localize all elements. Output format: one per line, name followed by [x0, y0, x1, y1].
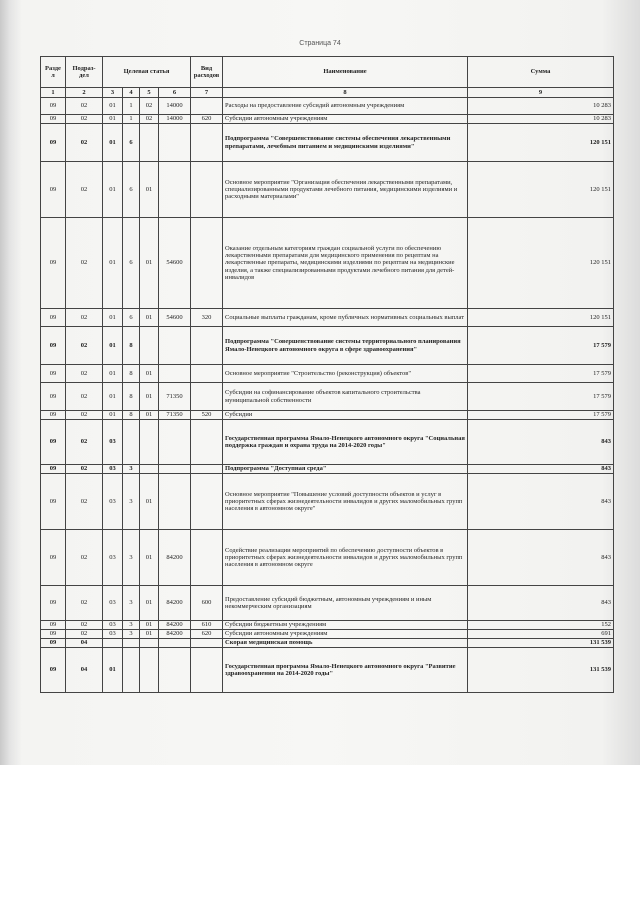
razdel-cell: 09 [41, 630, 66, 639]
event-cell: 01 [140, 586, 159, 621]
program-cell: 03 [103, 420, 123, 465]
table-row [41, 648, 614, 693]
program-cell: 01 [103, 98, 123, 115]
expense-type-cell: 620 [191, 630, 223, 639]
podrazdel-cell: 02 [66, 124, 103, 162]
razdel-cell: 09 [41, 365, 66, 383]
direction-cell: 84200 [159, 630, 191, 639]
subprogram-cell: 3 [123, 465, 140, 474]
subprogram-cell: 3 [123, 621, 140, 630]
table-row [41, 411, 614, 420]
sum-cell: 17 579 [468, 383, 614, 411]
expense-type-cell: 520 [191, 411, 223, 420]
table-row [41, 465, 614, 474]
direction-cell: 71350 [159, 411, 191, 420]
table-row [41, 218, 614, 309]
direction-cell [159, 327, 191, 365]
name-cell: Субсидии автономным учреждениям [223, 115, 468, 124]
event-cell: 01 [140, 530, 159, 586]
table-body [41, 98, 614, 693]
name-cell: Основное мероприятие "Организация обеспечения лекарственными препаратами, специализированными продуктами лечебного питания, медицинскими изделиями и расходными материалами" [223, 162, 468, 218]
razdel-cell: 09 [41, 648, 66, 693]
subprogram-cell: 8 [123, 365, 140, 383]
expense-type-cell [191, 218, 223, 309]
sum-cell: 131 539 [468, 648, 614, 693]
header-razdel: Разде л [41, 57, 66, 88]
page-number: Страница 74 [299, 40, 341, 47]
podrazdel-cell: 02 [66, 411, 103, 420]
expense-type-cell: 620 [191, 115, 223, 124]
program-cell: 01 [103, 365, 123, 383]
header-podrazdel: Подраз- дел [66, 57, 103, 88]
expense-type-cell [191, 639, 223, 648]
podrazdel-cell: 02 [66, 630, 103, 639]
event-cell [140, 327, 159, 365]
name-cell: Социальные выплаты гражданам, кроме публичных нормативных социальных выплат [223, 309, 468, 327]
table-row [41, 630, 614, 639]
table-row [41, 115, 614, 124]
budget-table [40, 56, 614, 693]
expense-type-cell [191, 474, 223, 530]
program-cell: 01 [103, 383, 123, 411]
razdel-cell: 09 [41, 474, 66, 530]
direction-cell: 84200 [159, 530, 191, 586]
name-cell: Подпрограмма "Доступная среда" [223, 465, 468, 474]
program-cell: 03 [103, 465, 123, 474]
name-cell: Государственная программа Ямало-Ненецкого автономного округа "Социальная поддержка граждан и охрана труда на 2014-2020 годы" [223, 420, 468, 465]
expense-type-cell [191, 530, 223, 586]
name-cell: Скорая медицинская помощь [223, 639, 468, 648]
subprogram-cell: 3 [123, 586, 140, 621]
event-cell: 01 [140, 218, 159, 309]
sum-cell: 17 579 [468, 365, 614, 383]
header-naimenovanie: Наименование [223, 57, 468, 88]
sum-cell: 843 [468, 465, 614, 474]
subprogram-cell: 3 [123, 530, 140, 586]
podrazdel-cell: 04 [66, 639, 103, 648]
col-number: 5 [140, 88, 159, 98]
subprogram-cell: 8 [123, 383, 140, 411]
table-row [41, 420, 614, 465]
table-row [41, 586, 614, 621]
direction-cell: 14000 [159, 115, 191, 124]
podrazdel-cell: 02 [66, 162, 103, 218]
header-vid-rashodov: Вид расходов [191, 57, 223, 88]
col-number: 2 [66, 88, 103, 98]
event-cell: 01 [140, 621, 159, 630]
podrazdel-cell: 02 [66, 98, 103, 115]
direction-cell [159, 420, 191, 465]
razdel-cell: 09 [41, 586, 66, 621]
program-cell: 03 [103, 586, 123, 621]
sum-cell: 843 [468, 474, 614, 530]
event-cell: 02 [140, 98, 159, 115]
direction-cell [159, 474, 191, 530]
col-number: 4 [123, 88, 140, 98]
subprogram-cell: 3 [123, 474, 140, 530]
podrazdel-cell: 02 [66, 474, 103, 530]
podrazdel-cell: 02 [66, 218, 103, 309]
razdel-cell: 09 [41, 218, 66, 309]
sum-cell: 120 151 [468, 162, 614, 218]
table-row [41, 124, 614, 162]
column-number-row [41, 88, 614, 98]
event-cell: 01 [140, 474, 159, 530]
name-cell: Субсидии на софинансирование объектов капитального строительства муниципальной собственности [223, 383, 468, 411]
name-cell: Субсидии бюджетным учреждениям [223, 621, 468, 630]
program-cell [103, 639, 123, 648]
sum-cell: 120 151 [468, 124, 614, 162]
sum-cell: 120 151 [468, 218, 614, 309]
col-number: 6 [159, 88, 191, 98]
event-cell: 01 [140, 309, 159, 327]
program-cell: 03 [103, 530, 123, 586]
name-cell: Содействие реализации мероприятий по обеспечению доступности объектов в приоритетных сферах жизнедеятельности инвалидов и других маломобильных групп населения в автономном округе [223, 530, 468, 586]
direction-cell: 84200 [159, 621, 191, 630]
podrazdel-cell: 02 [66, 327, 103, 365]
subprogram-cell [123, 639, 140, 648]
expense-type-cell [191, 420, 223, 465]
direction-cell [159, 162, 191, 218]
podrazdel-cell: 02 [66, 530, 103, 586]
direction-cell [159, 465, 191, 474]
program-cell: 01 [103, 115, 123, 124]
expense-type-cell [191, 383, 223, 411]
event-cell: 01 [140, 162, 159, 218]
subprogram-cell: 1 [123, 115, 140, 124]
expense-type-cell [191, 648, 223, 693]
sum-cell: 10 283 [468, 98, 614, 115]
expense-type-cell: 600 [191, 586, 223, 621]
direction-cell [159, 365, 191, 383]
col-number: 7 [191, 88, 223, 98]
event-cell [140, 420, 159, 465]
podrazdel-cell: 02 [66, 115, 103, 124]
podrazdel-cell: 02 [66, 621, 103, 630]
header-celevaya-statya: Целевая статья [103, 57, 191, 88]
table-row [41, 98, 614, 115]
subprogram-cell: 8 [123, 327, 140, 365]
razdel-cell: 09 [41, 309, 66, 327]
podrazdel-cell: 02 [66, 586, 103, 621]
direction-cell: 54600 [159, 218, 191, 309]
program-cell: 01 [103, 309, 123, 327]
sum-cell: 120 151 [468, 309, 614, 327]
podrazdel-cell: 02 [66, 383, 103, 411]
name-cell: Основное мероприятие "Строительство (реконструкция) объектов" [223, 365, 468, 383]
subprogram-cell: 6 [123, 124, 140, 162]
podrazdel-cell: 04 [66, 648, 103, 693]
table-row [41, 474, 614, 530]
razdel-cell: 09 [41, 162, 66, 218]
event-cell: 01 [140, 630, 159, 639]
name-cell: Подпрограмма "Совершенствование системы территориального планирования Ямало-Ненецкого автономного округа в сфере здравоохранения" [223, 327, 468, 365]
razdel-cell: 09 [41, 530, 66, 586]
subprogram-cell: 3 [123, 630, 140, 639]
event-cell: 01 [140, 383, 159, 411]
event-cell: 02 [140, 115, 159, 124]
program-cell: 03 [103, 474, 123, 530]
name-cell: Предоставление субсидий бюджетным, автономным учреждениям и иным некоммерческим организациям [223, 586, 468, 621]
sum-cell: 152 [468, 621, 614, 630]
name-cell: Основное мероприятие "Повышение условий доступности объектов и услуг в приоритетных сферах жизнедеятельности инвалидов и других маломобильных групп населения в автономном округе" [223, 474, 468, 530]
col-number: 8 [223, 88, 468, 98]
razdel-cell: 09 [41, 411, 66, 420]
sum-cell: 10 283 [468, 115, 614, 124]
expense-type-cell [191, 327, 223, 365]
razdel-cell: 09 [41, 639, 66, 648]
expense-type-cell [191, 98, 223, 115]
direction-cell: 54600 [159, 309, 191, 327]
table-header-row [41, 57, 614, 88]
podrazdel-cell: 02 [66, 465, 103, 474]
razdel-cell: 09 [41, 420, 66, 465]
program-cell: 03 [103, 630, 123, 639]
event-cell: 01 [140, 411, 159, 420]
program-cell: 03 [103, 621, 123, 630]
expense-type-cell: 320 [191, 309, 223, 327]
sum-cell: 843 [468, 586, 614, 621]
direction-cell: 84200 [159, 586, 191, 621]
program-cell: 01 [103, 411, 123, 420]
direction-cell [159, 124, 191, 162]
expense-type-cell: 610 [191, 621, 223, 630]
table-row [41, 530, 614, 586]
direction-cell [159, 648, 191, 693]
sum-cell: 17 579 [468, 327, 614, 365]
name-cell: Оказание отдельным категориям граждан социальной услуги по обеспечению лекарственными препаратами для медицинского применения по рецептам на лекарственные препараты, медицинскими изделиями по рецептам на медицинские изделия, а также специализированными продуктами лечебного питания для детей-инвалидов [223, 218, 468, 309]
table-row [41, 639, 614, 648]
table-row [41, 383, 614, 411]
direction-cell: 71350 [159, 383, 191, 411]
sum-cell: 131 539 [468, 639, 614, 648]
razdel-cell: 09 [41, 98, 66, 115]
podrazdel-cell: 02 [66, 365, 103, 383]
event-cell: 01 [140, 365, 159, 383]
subprogram-cell: 6 [123, 218, 140, 309]
name-cell: Субсидии [223, 411, 468, 420]
event-cell [140, 639, 159, 648]
event-cell [140, 648, 159, 693]
table-row [41, 162, 614, 218]
table-row [41, 327, 614, 365]
podrazdel-cell: 02 [66, 309, 103, 327]
event-cell [140, 465, 159, 474]
direction-cell: 14000 [159, 98, 191, 115]
col-number: 9 [468, 88, 614, 98]
podrazdel-cell: 02 [66, 420, 103, 465]
razdel-cell: 09 [41, 465, 66, 474]
name-cell: Расходы на предоставление субсидий автономным учреждениям [223, 98, 468, 115]
program-cell: 01 [103, 124, 123, 162]
expense-type-cell [191, 365, 223, 383]
name-cell: Субсидии автономным учреждениям [223, 630, 468, 639]
header-summa: Сумма [468, 57, 614, 88]
program-cell: 01 [103, 162, 123, 218]
event-cell [140, 124, 159, 162]
expense-type-cell [191, 124, 223, 162]
subprogram-cell: 6 [123, 309, 140, 327]
razdel-cell: 09 [41, 115, 66, 124]
expense-type-cell [191, 465, 223, 474]
sum-cell: 691 [468, 630, 614, 639]
table-row [41, 365, 614, 383]
sum-cell: 843 [468, 420, 614, 465]
razdel-cell: 09 [41, 383, 66, 411]
program-cell: 01 [103, 648, 123, 693]
subprogram-cell: 6 [123, 162, 140, 218]
direction-cell [159, 639, 191, 648]
table-row [41, 309, 614, 327]
name-cell: Подпрограмма "Совершенствование системы обеспечения лекарственными препаратами, лечебным питанием и медицинскими изделиями" [223, 124, 468, 162]
sum-cell: 843 [468, 530, 614, 586]
expense-type-cell [191, 162, 223, 218]
razdel-cell: 09 [41, 621, 66, 630]
col-number: 1 [41, 88, 66, 98]
razdel-cell: 09 [41, 327, 66, 365]
col-number: 3 [103, 88, 123, 98]
table-row [41, 621, 614, 630]
sum-cell: 17 579 [468, 411, 614, 420]
subprogram-cell: 8 [123, 411, 140, 420]
subprogram-cell: 1 [123, 98, 140, 115]
razdel-cell: 09 [41, 124, 66, 162]
subprogram-cell [123, 420, 140, 465]
program-cell: 01 [103, 327, 123, 365]
subprogram-cell [123, 648, 140, 693]
name-cell: Государственная программа Ямало-Ненецкого автономного округа "Развитие здравоохранения на 2014-2020 годы" [223, 648, 468, 693]
program-cell: 01 [103, 218, 123, 309]
